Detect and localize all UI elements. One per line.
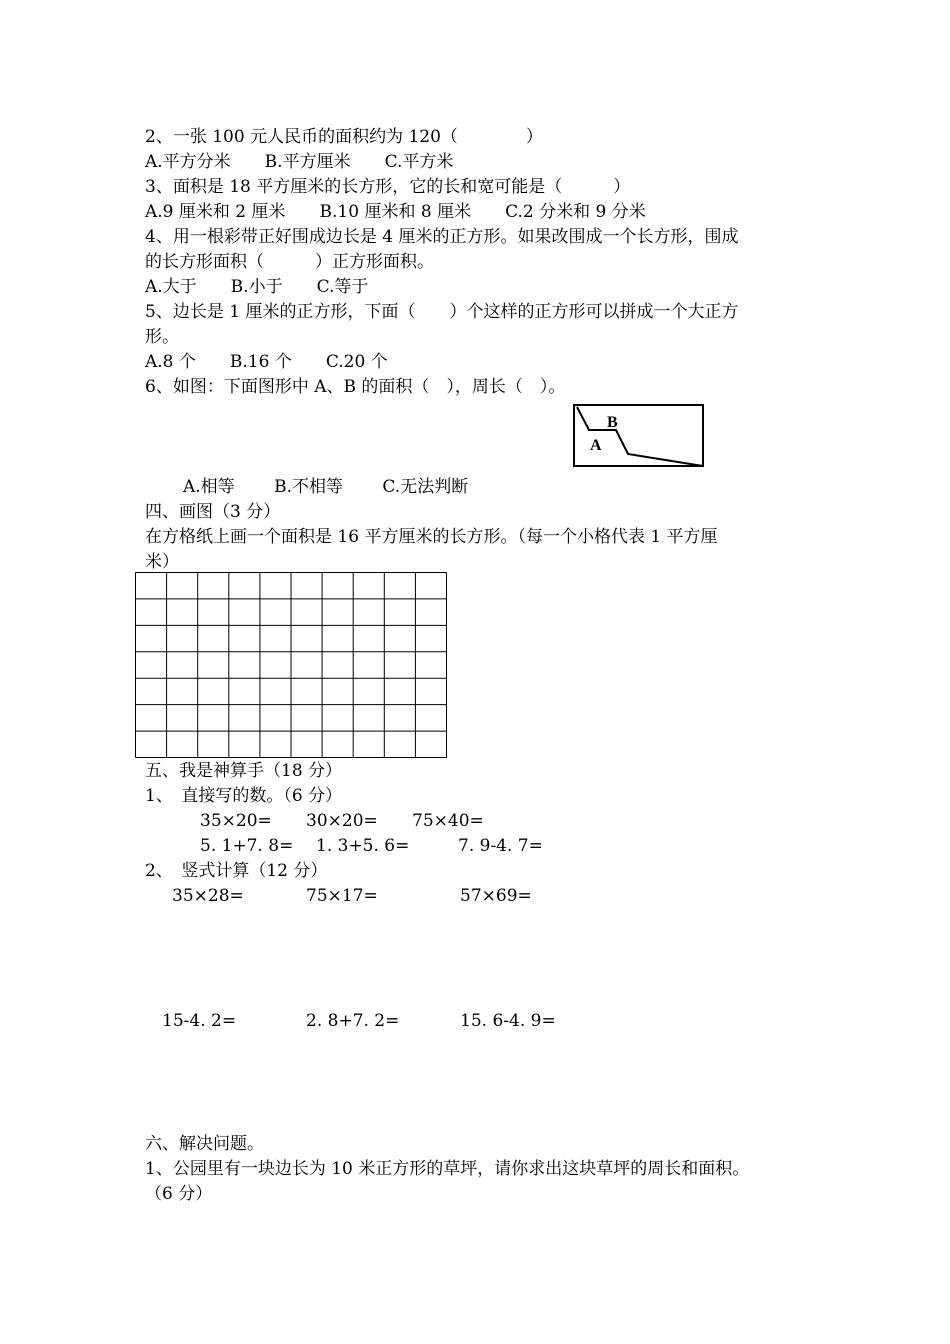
calc-item: 35×20= [200,811,272,831]
q6-figure-label-a: A [590,437,602,454]
calc-item: 1. 3+5. 6= [316,836,410,856]
q3-options: A.9 厘米和 2 厘米 B.10 厘米和 8 厘米 C.2 分米和 9 分米 [145,202,646,222]
q3-stem: 3、面积是 18 平方厘米的长方形，它的长和宽可能是（ ） [145,177,631,197]
calc-item: 75×40= [412,811,484,831]
section5-title: 五、我是神算手（18 分） [145,761,343,781]
q4-stem-line1: 4、用一根彩带正好围成边长是 4 厘米的正方形。如果改围成一个长方形，围成 [145,227,739,247]
calc-item: 7. 9-4. 7= [458,836,543,856]
q5-stem-line1: 5、边长是 1 厘米的正方形，下面（ ）个这样的正方形可以拼成一个大正方 [145,302,739,322]
q6-figure [572,403,706,469]
section4-title: 四、画图（3 分） [145,502,281,522]
section5-part1-title: 1、 直接写的数。（6 分） [145,786,343,806]
calc-item: 5. 1+7. 8= [200,836,294,856]
section4-instruction-line2: 米） [145,552,179,572]
q5-stem-line2: 形。 [145,327,179,347]
q2-stem: 2、一张 100 元人民币的面积约为 120（ ） [145,127,543,147]
section4-instruction-line1: 在方格纸上画一个面积是 16 平方厘米的长方形。（每一个小格代表 1 平方厘 [145,527,718,547]
q6-options: A.相等 B.不相等 C.无法判断 [183,477,469,497]
section5-part2-title: 2、 竖式计算（12 分） [145,861,328,881]
vertical-calc-item: 75×17= [306,886,378,906]
q6-figure-label-b: B [607,414,618,431]
vertical-calc-item: 15. 6-4. 9= [460,1011,556,1031]
q4-stem-line2: 的长方形面积（ ）正方形面积。 [145,252,434,272]
section6-title: 六、解决问题。 [145,1134,264,1154]
vertical-calc-item: 57×69= [460,886,532,906]
q2-options: A.平方分米 B.平方厘米 C.平方米 [145,152,454,172]
vertical-calc-item: 2. 8+7. 2= [306,1011,400,1031]
q6-figure-rectangle [574,405,703,466]
section6-q1-line1: 1、公园里有一块边长为 10 米正方形的草坪，请你求出这块草坪的周长和面积。 [145,1159,750,1179]
vertical-calc-item: 35×28= [172,886,244,906]
q4-options: A.大于 B.小于 C.等于 [145,277,369,297]
q5-options: A.8 个 B.16 个 C.20 个 [145,352,388,372]
vertical-calc-item: 15-4. 2= [162,1011,237,1031]
calc-item: 30×20= [306,811,378,831]
section6-q1-line2: （6 分） [145,1184,213,1204]
q6-stem: 6、如图：下面图形中 A、B 的面积（ ），周长（ ）。 [145,377,566,397]
drawing-grid[interactable] [135,572,447,758]
